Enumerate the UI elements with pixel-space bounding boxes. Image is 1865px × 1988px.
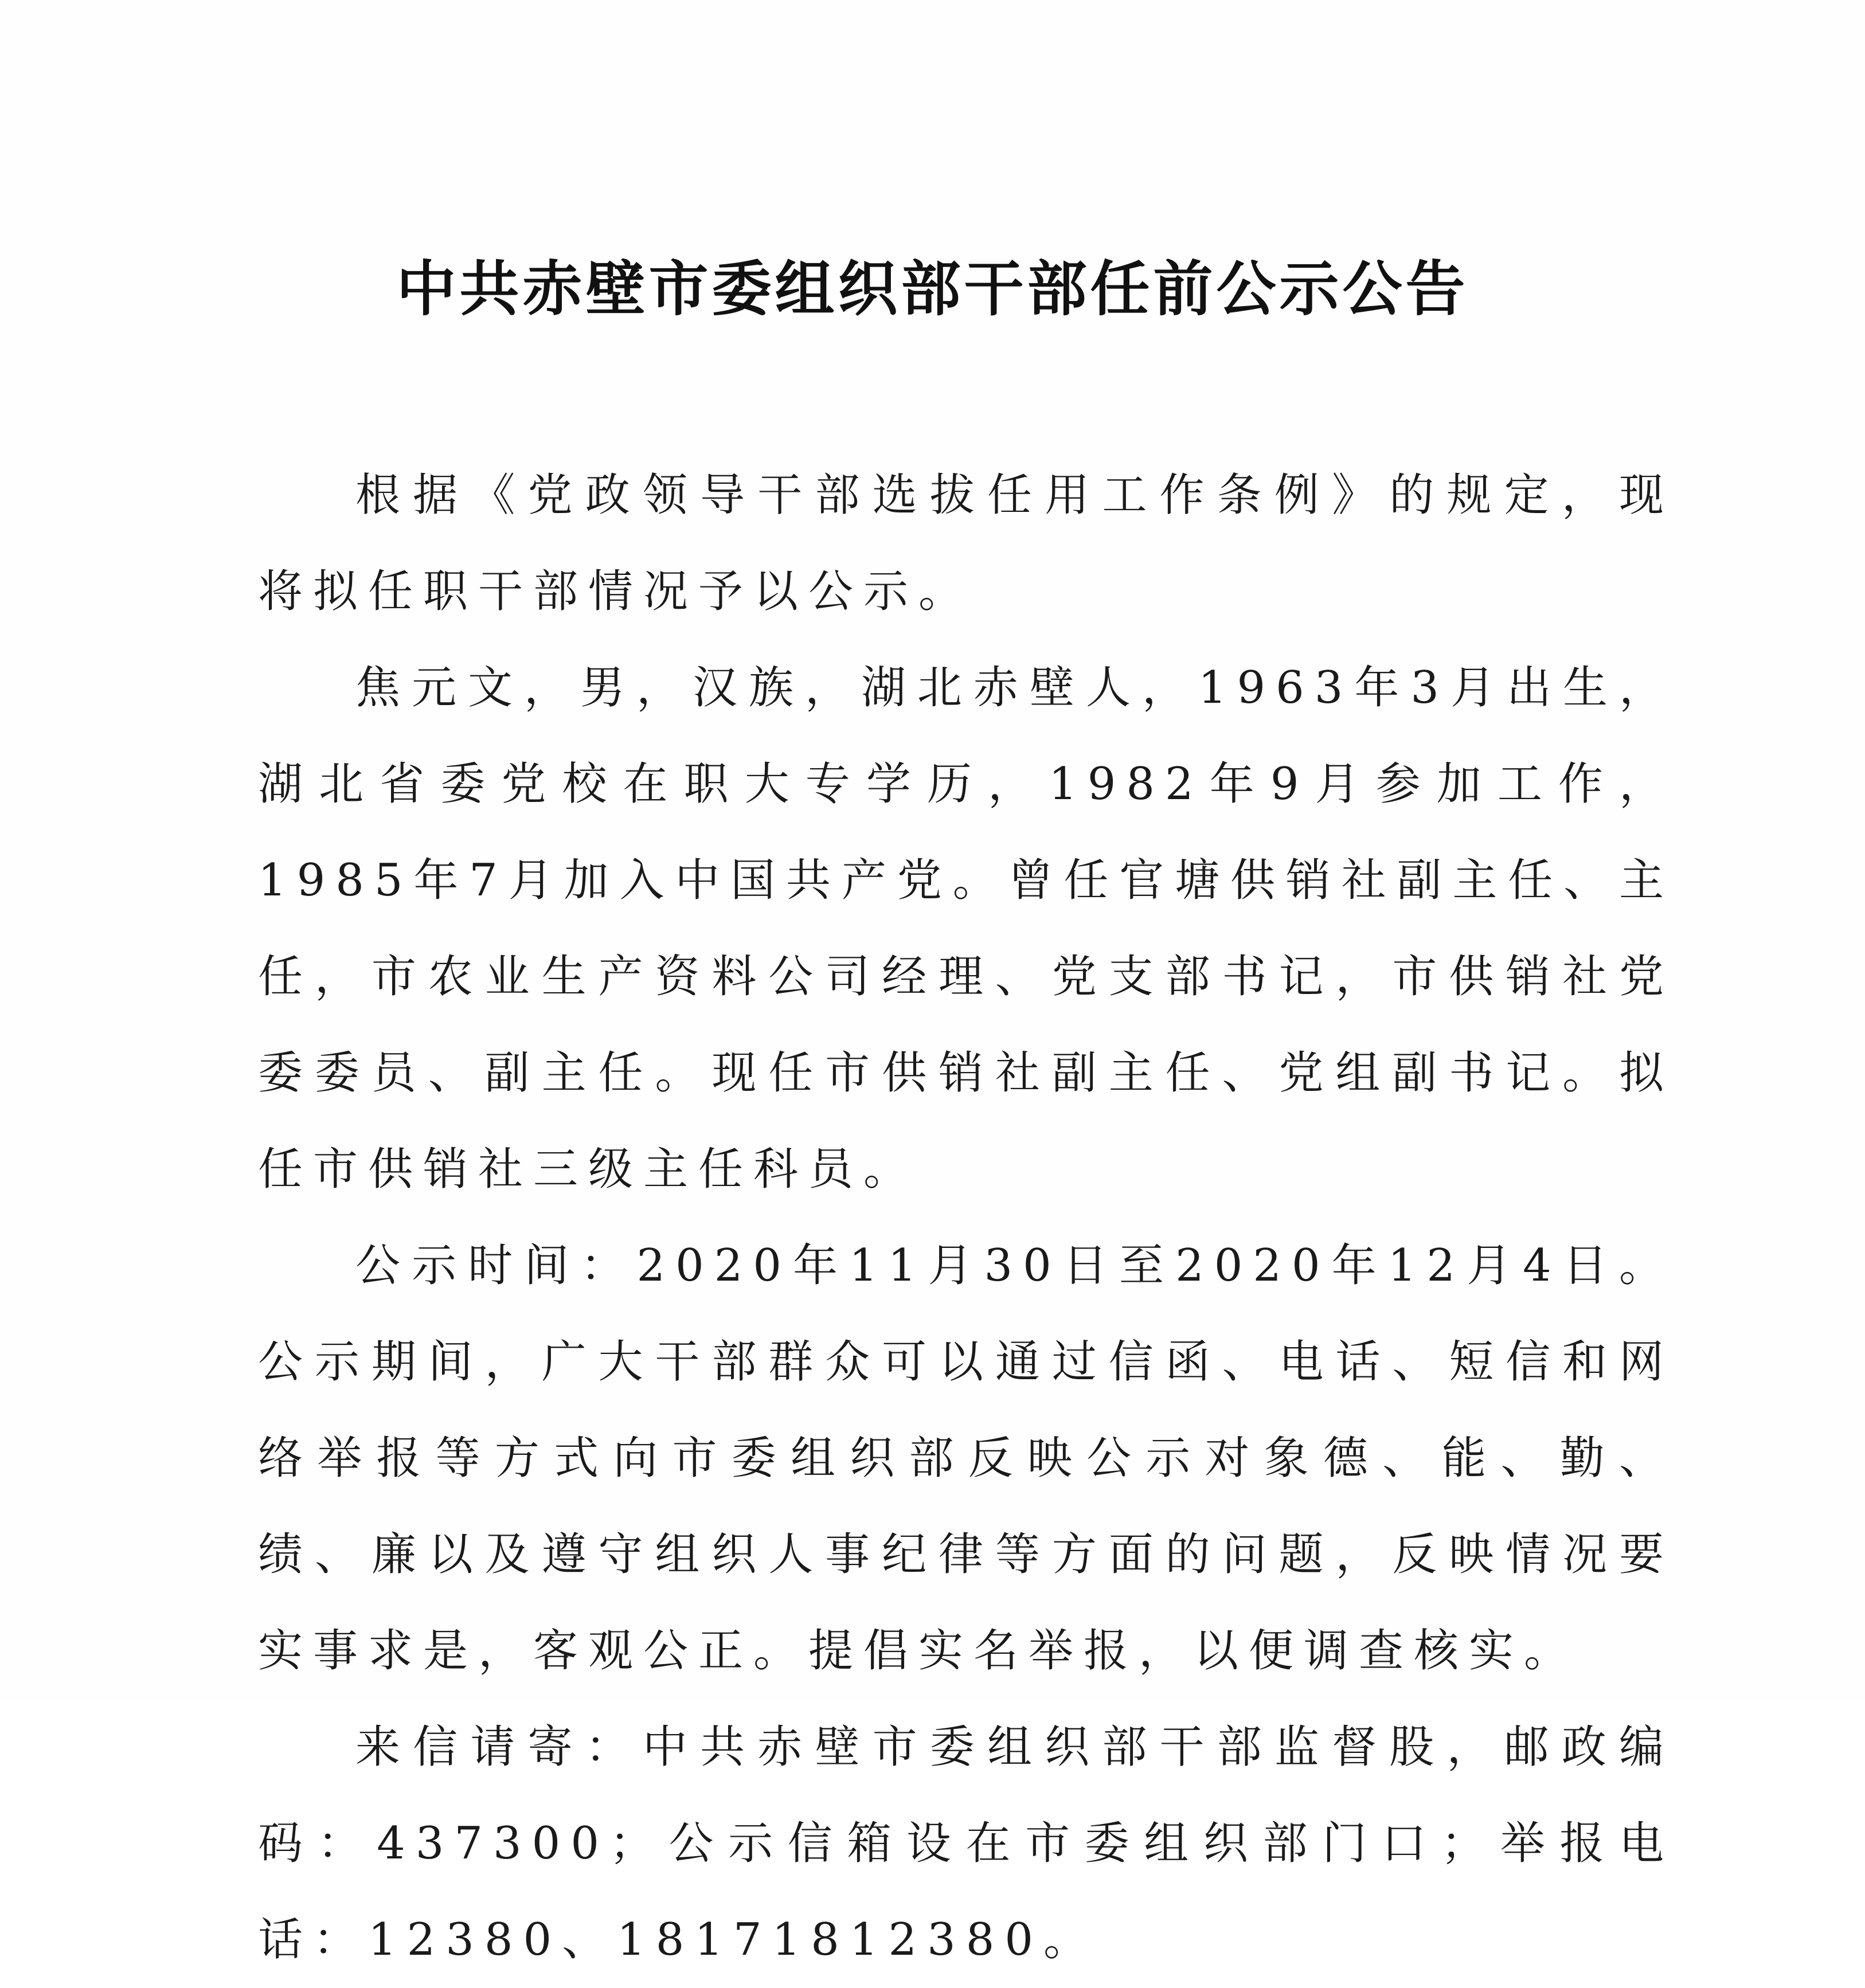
document-body [258, 447, 1674, 1988]
paragraph-basis: 根据《党政领导干部选拔任用工作条例》的规定，现将拟任职干部情况予以公示。 [258, 469, 1674, 617]
paragraph-contact-info: 来信请寄：中共赤壁市委组织部干部监督股，邮政编码：437300；公示信箱设在市委组织部门口；举报电话：12380、18171812380。 [258, 1721, 1674, 1966]
paragraph-candidate-profile: 焦元文，男，汉族，湖北赤壁人，1963年3月出生，湖北省委党校在职大专学历，1982年9月参加工作，1985年7月加入中国共产党。曾任官塘供销社副主任、主任，市农业生产资料公司经理、党支部书记，市供销社党委委员、副主任。现任市供销社副主任、党组副书记。拟任市供销社三级主任科员。 [258, 662, 1674, 1195]
document-title: 中共赤壁市委组织部干部任前公示公告 [396, 253, 1469, 324]
paragraph-publicity-period: 公示时间：2020年11月30日至2020年12月4日。公示期间，广大干部群众可以通过信函、电话、短信和网络举报等方式向市委组织部反映公示对象德、能、勤、绩、廉以及遵守组织人事纪律等方面的问题，反映情况要实事求是，客观公正。提倡实名举报，以便调查核实。 [258, 1240, 1674, 1677]
